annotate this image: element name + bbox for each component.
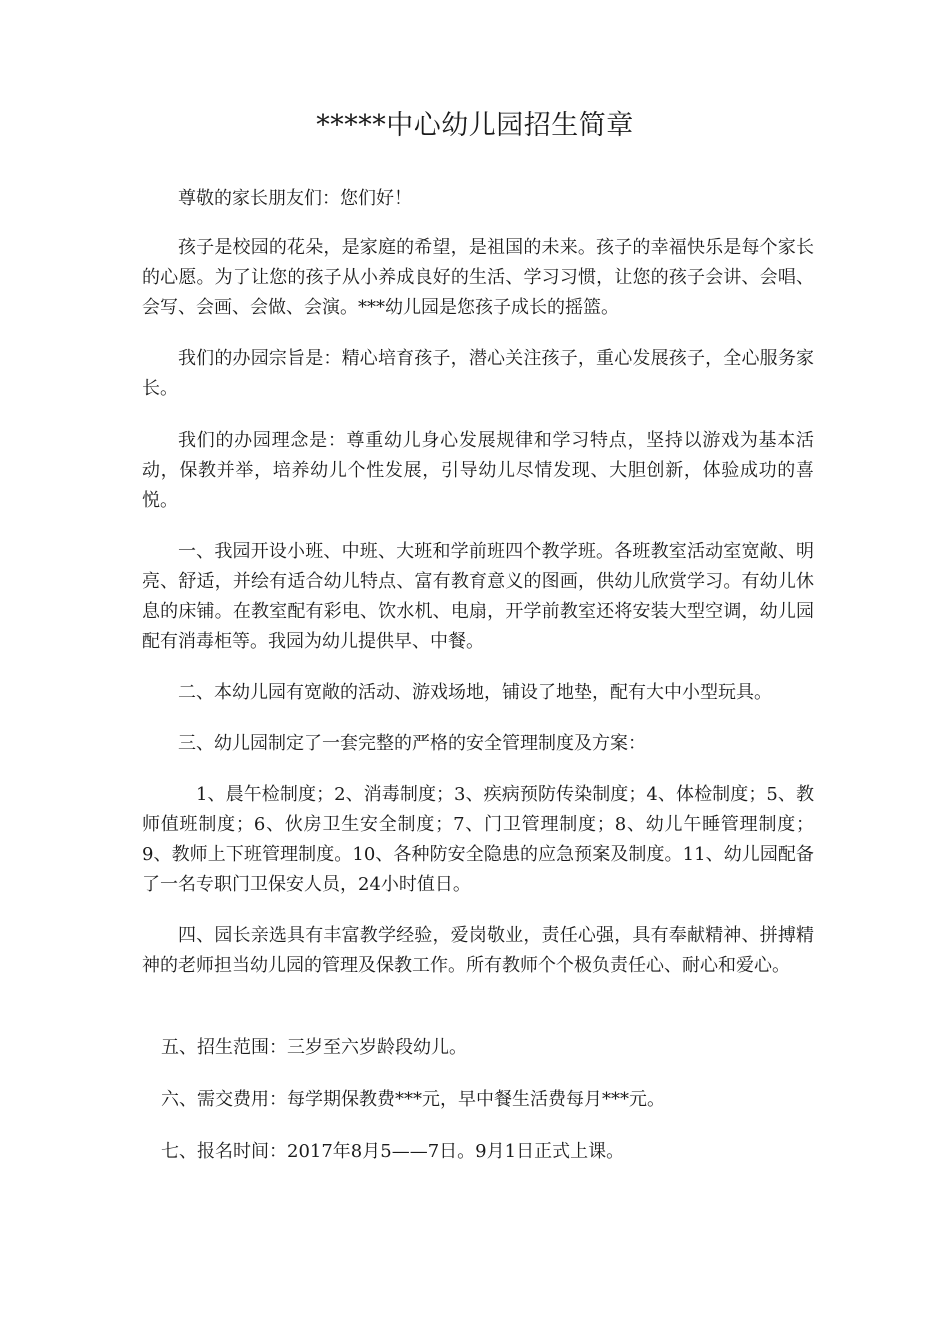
purpose-paragraph: 我们的办园宗旨是：精心培育孩子，潜心关注孩子，重心发展孩子，全心服务家长。 bbox=[142, 348, 814, 399]
intro-paragraph: 孩子是校园的花朵，是家庭的希望，是祖国的未来。孩子的幸福快乐是每个家长的心愿。为了让您的孩子从小养成良好的生活、学习习惯，让您的孩子会讲、会唱、会写、会画、会做、会演。***幼儿园是您孩子成长的摇篮。 bbox=[142, 237, 814, 318]
page-title: *****中心幼儿园招生简章 bbox=[316, 110, 634, 141]
philosophy-paragraph: 我们的办园理念是：尊重幼儿身心发展规律和学习特点，坚持以游戏为基本活动，保教并举，培养幼儿个性发展，引导幼儿尽情发现、大胆创新，体验成功的喜悦。 bbox=[142, 430, 814, 511]
item-three-detail: 1、晨午检制度；2、消毒制度；3、疾病预防传染制度；4、体检制度；5、教师值班制度；6、伙房卫生安全制度；7、门卫管理制度；8、幼儿午睡管理制度；9、教师上下班管理制度。10、各种防安全隐患的应急预案及制度。11、幼儿园配备了一名专职门卫保安人员，24小时值日。 bbox=[142, 784, 814, 895]
item-one-paragraph: 一、我园开设小班、中班、大班和学前班四个教学班。各班教室活动室宽敞、明亮、舒适，并绘有适合幼儿特点、富有教育意义的图画，供幼儿欣赏学习。有幼儿休息的床铺。在教室配有彩电、饮水机、电扇，开学前教室还将安装大型空调，幼儿园配有消毒柜等。我园为幼儿提供早、中餐。 bbox=[142, 541, 814, 652]
item-four-paragraph: 四、园长亲选具有丰富教学经验，爱岗敬业，责任心强，具有奉献精神、拼搏精神的老师担当幼儿园的管理及保教工作。所有教师个个极负责任心、耐心和爱心。 bbox=[142, 925, 814, 976]
greeting: 尊敬的家长朋友们：您们好！ bbox=[178, 188, 412, 209]
item-two-paragraph: 二、本幼儿园有宽敞的活动、游戏场地，铺设了地垫，配有大中小型玩具。 bbox=[178, 682, 772, 703]
item-five-paragraph: 五、招生范围：三岁至六岁龄段幼儿。 bbox=[161, 1037, 467, 1058]
item-three-paragraph: 三、幼儿园制定了一套完整的严格的安全管理制度及方案： bbox=[178, 733, 646, 754]
item-six-paragraph: 六、需交费用：每学期保教费***元，早中餐生活费每月***元。 bbox=[161, 1089, 665, 1110]
item-seven-paragraph: 七、报名时间：2017年8月5——7日。9月1日正式上课。 bbox=[161, 1141, 625, 1162]
